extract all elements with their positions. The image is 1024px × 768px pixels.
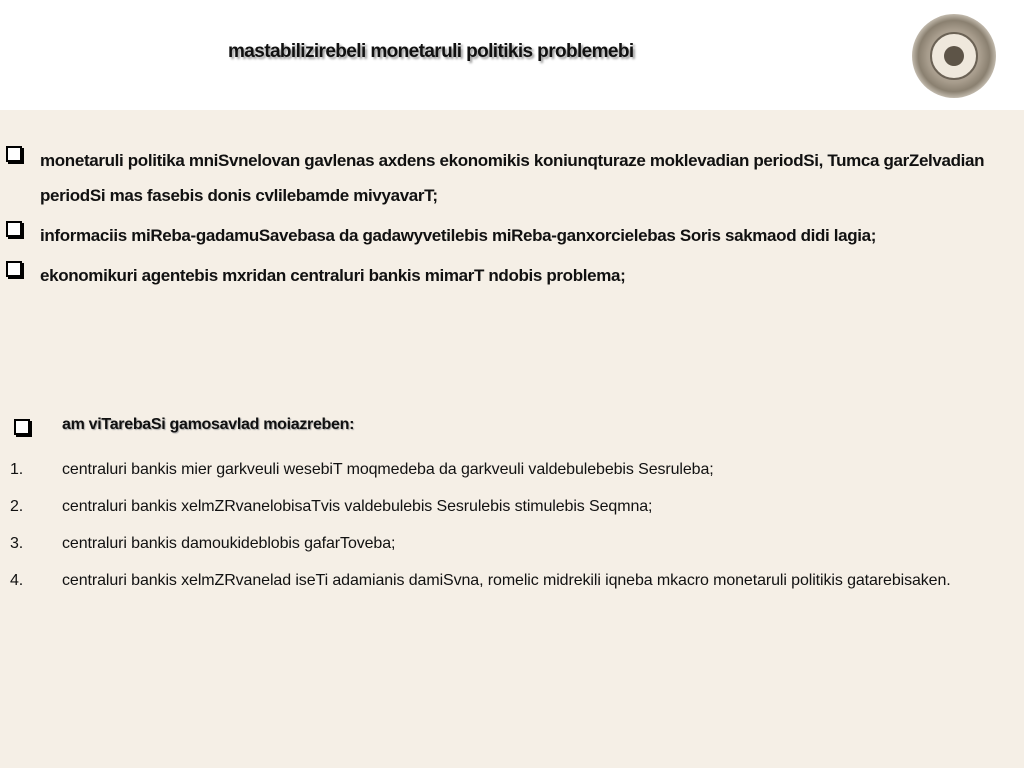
list-item [4, 258, 1004, 293]
item-number: 3. [10, 535, 24, 552]
list-item [10, 528, 1000, 559]
checkbox-bullet-icon [6, 146, 22, 162]
item-text: centraluri bankis mier garkveuli wesebiT moqmedeba da garkveuli valdebulebebis Sesruleba; [62, 461, 714, 478]
bullet-list [4, 143, 1004, 298]
checkbox-bullet-icon [6, 221, 22, 237]
list-item [10, 454, 1000, 485]
bullet-text: monetaruli politika mniSvnelovan gavlenas axdens ekonomikis koniunqturaze moklevadian periodSi, Tumca garZelvadian periodSi mas fasebis donis cvlilebamde mivyavarT; [40, 151, 985, 205]
item-text: centraluri bankis damoukideblobis gafarToveba; [62, 535, 396, 552]
item-number: 4. [10, 572, 24, 589]
slide-header [0, 0, 1024, 110]
seal-logo-icon [912, 14, 996, 98]
heading-text: am viTarebaSi gamosavlad moiazreben: [62, 416, 355, 433]
slide-title: mastabilizirebeli monetaruli politikis problemebi [228, 41, 634, 62]
subsection-heading [14, 416, 354, 434]
item-text: centraluri bankis xelmZRvanelad iseTi adamianis damiSvna, romelic midrekili iqneba mkacro monetaruli politikis gatarebisaken. [62, 572, 951, 589]
checkbox-bullet-icon [6, 261, 22, 277]
numbered-list [10, 454, 1000, 602]
list-item [4, 218, 1004, 253]
item-number: 1. [10, 461, 24, 478]
checkbox-bullet-icon [14, 419, 30, 435]
list-item [4, 143, 1004, 213]
item-text: centraluri bankis xelmZRvanelobisaTvis valdebulebis Sesrulebis stimulebis Seqmna; [62, 498, 653, 515]
item-number: 2. [10, 498, 24, 515]
list-item [10, 565, 1000, 596]
bullet-text: informaciis miReba-gadamuSavebasa da gadawyvetilebis miReba-ganxorcielebas Soris sakmaod didi lagia; [40, 226, 877, 245]
bullet-text: ekonomikuri agentebis mxridan centraluri bankis mimarT ndobis problema; [40, 266, 626, 285]
list-item [10, 491, 1000, 522]
